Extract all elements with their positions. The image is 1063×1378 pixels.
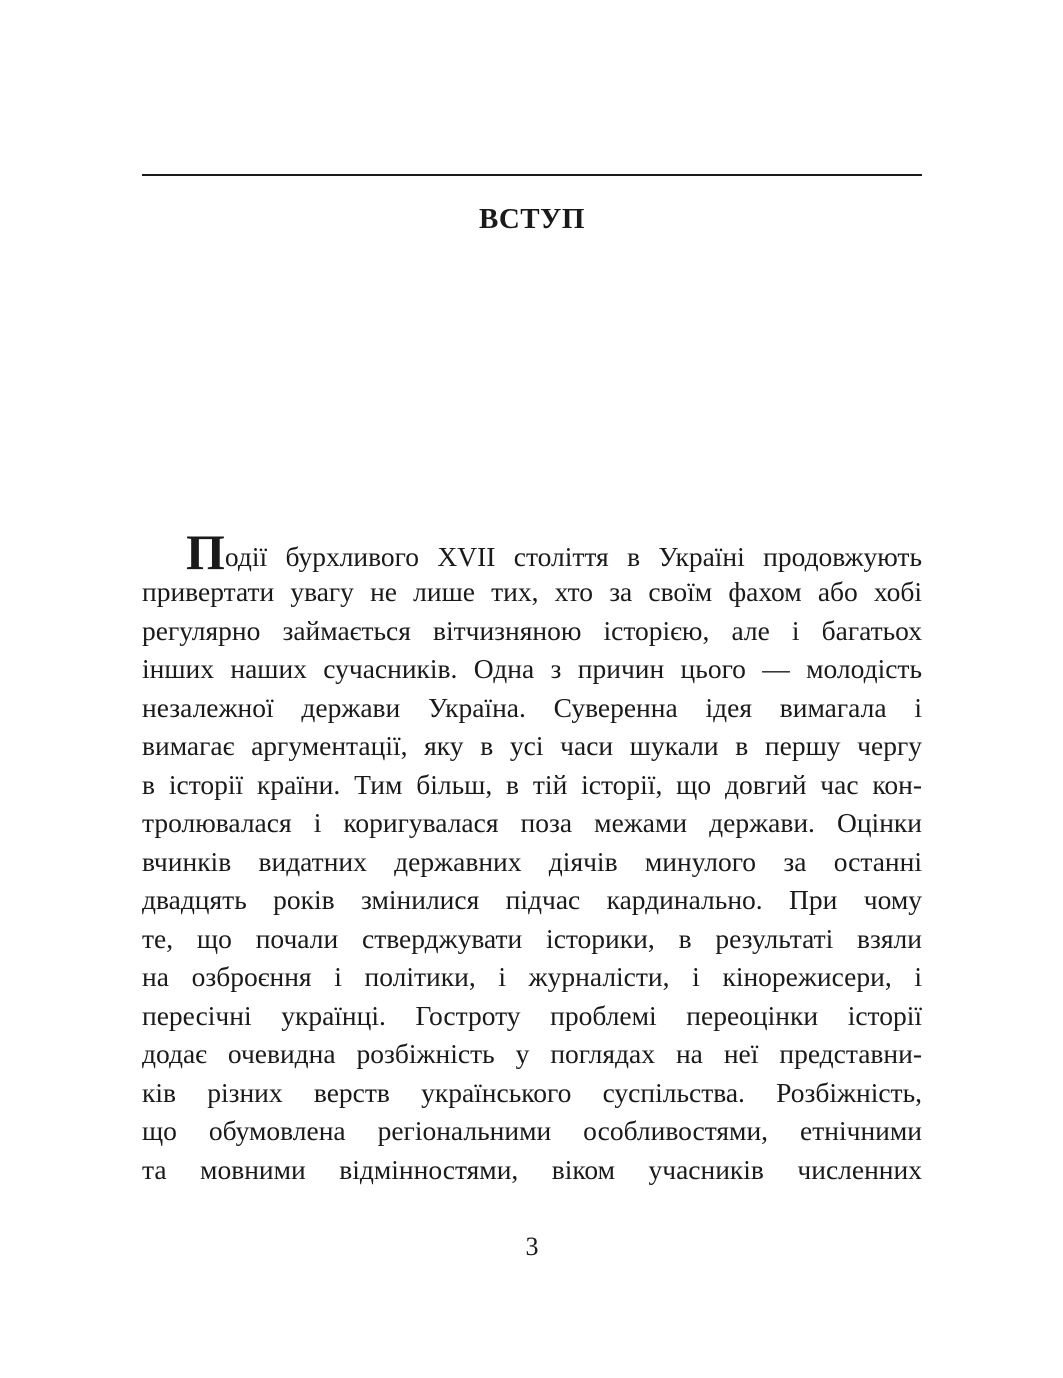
paragraph-line: що обумовлена регіональними особливостями, етнічними [142, 1115, 922, 1146]
paragraph-line: та мовними відмінностями, віком учасників численних [142, 1153, 922, 1185]
paragraph-line: інших наших сучасників. Одна з причин цього — молодість [142, 653, 922, 684]
drop-cap: П [186, 531, 225, 573]
paragraph-line: на озброєння і політики, і журналісти, і кінорежисери, і [142, 961, 922, 992]
paragraph-line: незалежної держави Україна. Суверенна ідея вимагала і [142, 691, 922, 723]
paragraph-line [142, 531, 922, 573]
body-paragraph [142, 531, 922, 1189]
paragraph-line: додає очевидна розбіжність у поглядах на неї представни- [142, 1038, 922, 1069]
paragraph-line: пересічні українці. Гостроту проблемі переоцінки історії [142, 999, 922, 1031]
paragraph-line: в історії країни. Тим більш, в тій історії, що довгий час кон- [142, 768, 922, 800]
paragraph-line: ків різних верств українського суспільства. Розбіжність, [142, 1076, 922, 1108]
paragraph-line: те, що почали стверджувати історики, в результаті взяли [142, 922, 922, 954]
paragraph-line: привертати увагу не лише тих, хто за своїм фахом або хобі [142, 576, 922, 607]
chapter-top-rule [142, 174, 922, 176]
paragraph-line-text: одії бурхливого XVII століття в Україні продовжують [224, 541, 922, 572]
paragraph-line: двадцять років змінилися підчас кардинально. При чому [142, 884, 922, 915]
chapter-title: ВСТУП [479, 203, 585, 235]
paragraph-line: регулярно займається вітчизняною історією, але і багатьох [142, 614, 922, 646]
paragraph-line: вимагає аргументації, яку в усі часи шукали в першу чергу [142, 730, 922, 761]
page-number: 3 [525, 1232, 539, 1261]
paragraph-line: вчинків видатних державних діячів минулого за останні [142, 845, 922, 877]
paragraph-line: тролювалася і коригувалася поза межами держави. Оцінки [142, 807, 922, 838]
